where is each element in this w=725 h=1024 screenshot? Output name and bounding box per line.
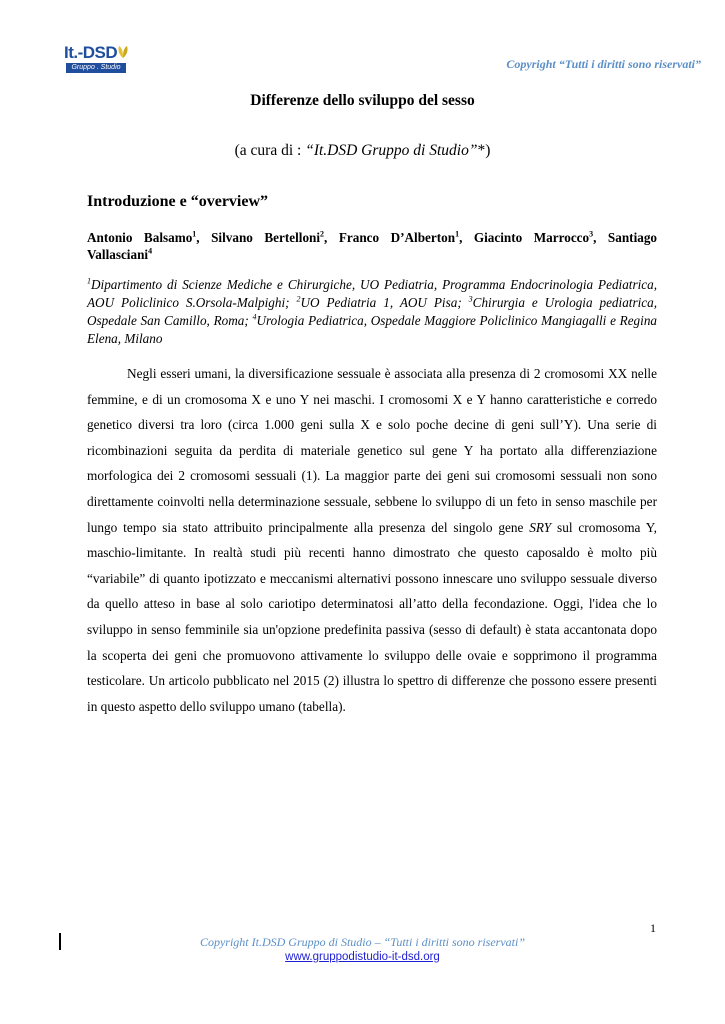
author-name: Giacinto Marrocco [473,230,590,245]
logo-text: It.-DSD [64,43,118,62]
affiliations [87,276,657,348]
affiliation-number: 2 [296,294,301,304]
document-subtitle [0,142,725,160]
author-list: Antonio Balsamo$^1$, Silvano Bertelloni$^2$, Franco D’Alberton$^1$, Giacinto Marrocco$^3$, Santiago Vallasciani$^4$ [87,229,658,262]
intro-paragraph [87,361,657,719]
subtitle-group-name: “It.DSD Gruppo di Studio” [305,142,478,159]
gene-name: SRY [529,519,552,535]
header-copyright: Copyright “Tutti i diritti sono riservati” [506,57,701,71]
affiliation-text: Dipartimento di Scienze Mediche e Chirurgiche, UO Pediatria, Programma Endocrinologia Pediatrica, AOU Policlinico S.Orsola-Malpighi; [87,277,657,310]
logo-subtext: Gruppo . Studio [66,63,126,73]
affiliation-number: 4 [252,312,257,322]
author-affiliation-ref: 1 [192,229,197,239]
affiliation-number: 3 [468,294,473,304]
author-name: Antonio Balsamo [87,230,193,245]
affiliation-text: Chirurgia e Urologia pediatrica, Ospedale San Camillo, Roma; [87,295,657,328]
author-affiliation-ref: 3 [589,229,594,239]
paragraph-text: Negli esseri umani, la diversificazione sessuale è associata alla presenza di 2 cromosomi XX nelle femmine, e di un cromosoma X e uno Y nei maschi. I cromosomi X e Y hanno caratteristiche e corredo genetico diversi tra loro (circa 1.000 geni sulla X e solo poche decine di geni sull’Y). Una serie di ricombinazioni seguita da perdita di materiale genetico sul gene Y ha portato alla differenziazione morfologica dei 2 cromosomi sessuali (1). La maggior parte dei geni sui cromosomi sessuali non sono direttamente coinvolti nella determinazione sessuale, sebbene lo sviluppo di un feto in senso maschile per lungo tempo sia stato attribuito principalmente alla presenza del singolo gene [87,366,657,535]
leaf-icon [117,45,129,59]
footer-copyright: Copyright It.DSD Gruppo di Studio – “Tutti i diritti sono riservati” [199,935,526,949]
author-affiliation-ref: 2 [320,229,325,239]
author-affiliation-ref: 1 [455,229,460,239]
author-name: Silvano Bertelloni [211,230,321,245]
affiliation-number: 1 [87,276,91,286]
author-affiliation-ref: 4 [148,246,153,256]
author-name: Santiago Vallasciani [87,230,658,262]
author-name: Franco D’Alberton [338,230,456,245]
document-title: Differenze dello sviluppo del sesso [250,92,475,109]
website-link[interactable]: www.gruppodistudio-it-dsd.org [285,951,440,963]
section-heading: Introduzione e “overview” [87,193,269,210]
subtitle-suffix: *) [477,142,491,159]
affiliation-text: UO Pediatria 1, AOU Pisa; [300,295,469,310]
affiliation-text: Urologia Pediatrica, Ospedale Maggiore Policlinico Mangiagalli e Regina Elena, Milano [87,313,658,346]
logo [64,44,130,76]
paragraph-text: sul cromosoma Y, maschio-limitante. In realtà studi più recenti hanno dimostrato che questo caposaldo è molto più “variabile” di quanto ipotizzato e meccanismi alternativi possono innescare uno sviluppo sessuale diverso da quello atteso in base al solo cariotipo determinatosi all’atto della fecondazione. Oggi, l'idea che lo sviluppo in senso femminile sia un'opzione predefinita passiva (sesso di default) è stata accantonata dopo la scoperta dei geni che promuovono attivamente lo sviluppo delle ovaie e sopprimono il programma testicolare. Un articolo pubblicato nel 2015 (2) illustra lo spettro di differenze che possono essere presenti in questo aspetto dello sviluppo umano (tabella). [87,519,657,714]
subtitle-prefix: (a cura di : [234,142,306,159]
page-number: 1 [650,921,656,935]
